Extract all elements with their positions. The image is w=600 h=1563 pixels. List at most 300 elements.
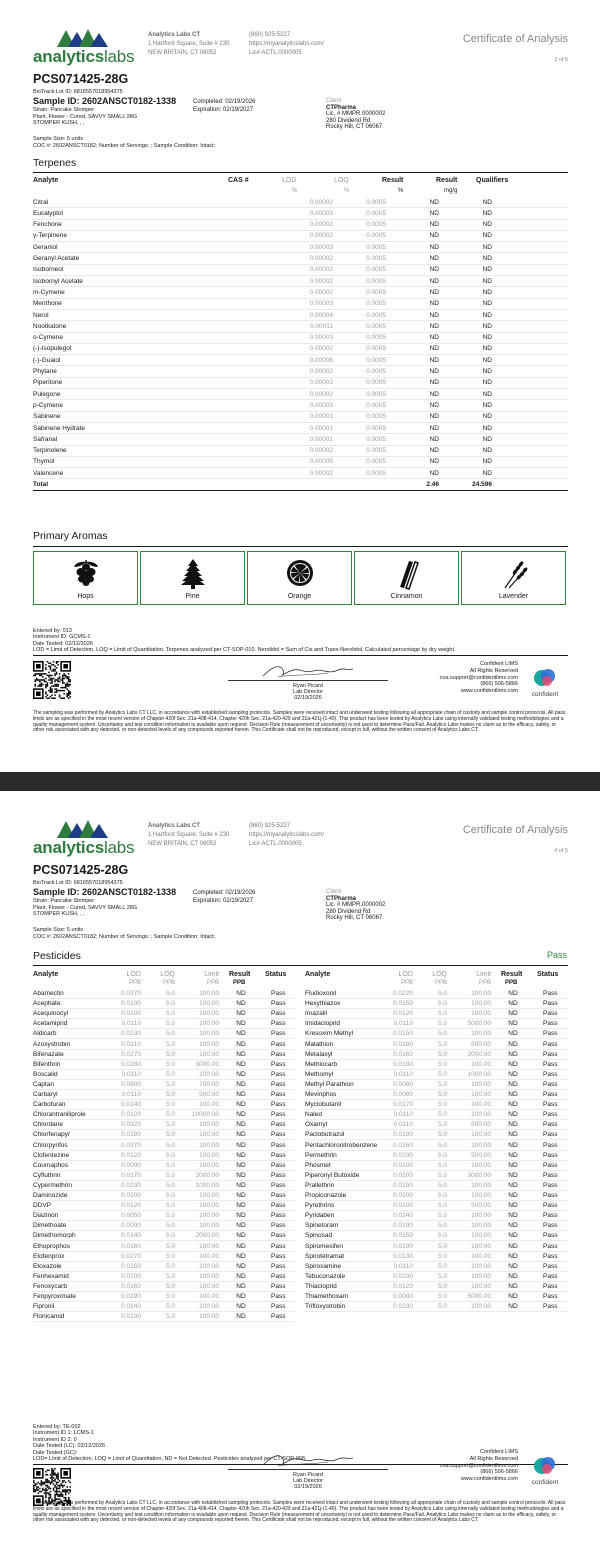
cell-analyte: Fludioxonil: [305, 990, 337, 997]
cell-analyte: Dimethoate: [33, 1222, 67, 1230]
table-row: [33, 1312, 295, 1322]
cell-loq: 5.0: [437, 1242, 447, 1250]
cell-result-pct: ND: [429, 322, 439, 330]
completed-date: Completed: 02/19/2026: [193, 890, 256, 896]
cell-result-mg: ND: [482, 379, 492, 387]
cell-result-mg: ND: [482, 345, 492, 353]
table-row: [33, 1171, 295, 1181]
cell-result-mg: ND: [482, 390, 492, 398]
cell-result: ND: [236, 1171, 246, 1179]
table-row: [33, 344, 568, 355]
cell-limit: 3000.00: [195, 1060, 219, 1068]
cell-analyte: Fenpyroximate: [33, 1293, 76, 1300]
lab-website[interactable]: https://myanalyticslabs.com/: [249, 832, 325, 838]
cell-result: ND: [508, 1232, 518, 1240]
cell-limit: 100.00: [199, 1131, 219, 1139]
cell-limit: 100.00: [199, 1020, 219, 1028]
lims-name: Confident LIMS: [480, 1449, 518, 1455]
cell-analyte: Permethrin: [305, 1151, 337, 1159]
page-separator: [0, 772, 600, 791]
disclaimer: The sampling was performed by Analytics Labs CT LLC, in accordance with established sampling protocols. Samples were received intact and underwent testing following all appropriate chain of custody and sample control protocols. All pass limits are as specified in the most recent version of Chapter 420f Sec. 21a-408-414, Chapter 420h Sec. 21a-420-429 and 21a-421j-(1-40). This product has been tested by Analytics Labs using internally validated testing methodologies and a quality management system. Uncertainty and test condition information is available upon request. Decision Rule (measurement of uncertainty) is not used to determine Pass/Fail. Analytics Labs makes no claim as to the efficacy, safety, or other risk associated with any detected, or non-detected levels of any compounds reported herein. This Certificate shall not be reproduced, except in full, without the written consent of Analytics Labs CT.: [33, 1500, 566, 1524]
cell-limit: 100.00: [199, 1040, 219, 1048]
table-row: [33, 1262, 295, 1272]
cell-status: Pass: [543, 1171, 558, 1179]
cell-analyte: Methyl Parathion: [305, 1080, 354, 1088]
table-row: [305, 1181, 568, 1191]
table-row: [33, 276, 568, 287]
cell-result-mg: ND: [482, 243, 492, 251]
client-name: CTPharma: [326, 895, 357, 902]
cell-result-mg: ND: [482, 447, 492, 455]
cell-status: Pass: [543, 1242, 558, 1250]
table-row: [33, 1060, 295, 1070]
cell-result-mg: ND: [482, 311, 492, 319]
cell-loq: 5.0: [165, 990, 175, 997]
cell-result: ND: [236, 1222, 246, 1230]
cell-result: ND: [508, 1020, 518, 1028]
cell-limit: 5000.00: [467, 1293, 491, 1300]
cell-result: ND: [508, 1141, 518, 1149]
col-status: Status: [537, 971, 559, 978]
cell-analyte: Coumaphos: [33, 1161, 69, 1169]
cell-result: ND: [236, 1181, 246, 1189]
cell-analyte: Pentachloronitrobenzene: [305, 1141, 378, 1149]
lims-name: Confident LIMS: [480, 661, 518, 667]
cell-loq: 0.0005: [366, 266, 386, 274]
lab-phone: (860) 925-5227: [249, 32, 291, 38]
lab-website[interactable]: https://myanalyticslabs.com/: [249, 41, 325, 47]
cell-loq: 0.0005: [366, 300, 386, 308]
cell-analyte: Clofentezine: [33, 1151, 70, 1159]
cell-result: ND: [236, 1010, 246, 1018]
table-row: [305, 1272, 568, 1282]
cell-lod: 0.0900: [121, 1080, 141, 1088]
cell-status: Pass: [271, 1131, 286, 1139]
table-row: [33, 1009, 295, 1019]
table-row: [305, 1019, 568, 1029]
cell-loq: 5.0: [437, 1171, 447, 1179]
cell-result-pct: ND: [429, 390, 439, 398]
aroma-card-orange: [247, 551, 352, 605]
cell-loq: 0.0005: [366, 288, 386, 296]
cell-loq: 5.0: [165, 1151, 175, 1159]
cell-status: Pass: [271, 1050, 286, 1058]
cell-analyte: Geraniol: [33, 243, 58, 251]
cell-analyte: Chlorfenapyr: [33, 1131, 71, 1139]
cell-analyte: Pulegone: [33, 390, 61, 398]
cell-analyte: o-Cymene: [33, 334, 63, 342]
table-row: [33, 1282, 295, 1292]
cell-loq: 5.0: [165, 1091, 175, 1098]
cell-status: Pass: [543, 1202, 558, 1210]
cell-limit: 100.00: [471, 1141, 491, 1149]
cell-analyte: p-Cymene: [33, 401, 63, 409]
cell-analyte: Sabinene: [33, 413, 61, 421]
cell-result: ND: [236, 1303, 246, 1311]
table-row: [33, 355, 568, 366]
table-row: [33, 434, 568, 445]
cell-result-pct: ND: [429, 356, 439, 364]
cell-analyte: Dimethomorph: [33, 1232, 76, 1240]
cell-analyte: Carbaryl: [33, 1091, 58, 1098]
cell-limit: 100.00: [471, 1252, 491, 1260]
cell-result: ND: [508, 1010, 518, 1018]
signatory-name: Ryan Picard: [293, 1472, 323, 1478]
cell-status: Pass: [271, 1252, 286, 1260]
cell-status: Pass: [543, 1060, 558, 1068]
cell-analyte: Bifenthrin: [33, 1060, 61, 1068]
cell-loq: 0.0005: [366, 469, 386, 477]
cell-lod: 0.0290: [121, 1293, 141, 1300]
cell-analyte: m-Cymene: [33, 288, 65, 296]
unit-result: PPB: [505, 980, 518, 986]
cell-limit: 100.00: [199, 1242, 219, 1250]
table-row: [305, 1141, 568, 1151]
note-line: Instrument ID: GCMS-1: [33, 634, 91, 641]
cell-loq: 5.0: [437, 1272, 447, 1280]
strain: Strain: Pancake Stomper: [33, 898, 95, 904]
cell-status: Pass: [271, 1181, 286, 1189]
cell-lod: 0.00002: [309, 198, 333, 206]
cell-result-mg: ND: [482, 300, 492, 308]
sample-size-coc: [33, 136, 215, 149]
qr-code[interactable]: [33, 661, 71, 699]
table-row: [305, 1201, 568, 1211]
cell-result: ND: [236, 990, 246, 997]
unit-loq: PPB: [434, 980, 447, 986]
cell-loq: 5.0: [165, 1232, 175, 1240]
table-row: [33, 1242, 295, 1252]
lab-contact: [249, 822, 324, 849]
cell-result-mg: ND: [482, 356, 492, 364]
unit-limit: PPB: [478, 980, 491, 986]
cell-loq: 5.0: [437, 1060, 447, 1068]
note-line: Date Tested (LC): 02/12/2026: [33, 1443, 106, 1450]
cell-lod: 0.0250: [121, 1262, 141, 1270]
col-result: Result: [229, 971, 251, 978]
lims-email[interactable]: coa.support@confidentlims.com: [439, 674, 518, 681]
col-status: Status: [265, 971, 287, 978]
cell-lod: 0.0120: [121, 1111, 141, 1119]
page-number: 4 of 5: [554, 848, 568, 854]
unit-loq: %: [344, 188, 350, 194]
table-row: [33, 310, 568, 321]
cell-analyte: Naled: [305, 1111, 322, 1119]
cell-result-pct: ND: [429, 300, 439, 308]
aroma-card-hops: [33, 551, 138, 605]
cell-analyte: Imidacloprid: [305, 1020, 341, 1028]
sample-info: [33, 72, 568, 150]
cell-lod: 0.0110: [121, 1020, 141, 1028]
cell-limit: 700.00: [199, 1080, 219, 1088]
terpenes-title: Terpenes: [33, 157, 77, 169]
cell-limit: 100.00: [471, 1091, 491, 1098]
cell-limit: 100.00: [199, 1313, 219, 1321]
cell-loq: 5.0: [437, 1080, 447, 1088]
cell-result: ND: [508, 1050, 518, 1058]
cell-result: ND: [236, 1020, 246, 1028]
signature-icon: [258, 1451, 358, 1469]
note-line: Entered by: TE-002: [33, 1424, 81, 1430]
cell-lod: 0.0280: [121, 1131, 141, 1139]
table-row: [305, 1262, 568, 1272]
cell-result: ND: [236, 1192, 246, 1199]
cell-status: Pass: [271, 1121, 286, 1129]
sample-info: [33, 863, 568, 941]
cell-result: ND: [508, 1293, 518, 1300]
cell-analyte: Nerol: [33, 311, 49, 319]
unit-result: PPB: [233, 980, 246, 986]
cell-loq: 5.0: [165, 1171, 175, 1179]
cell-analyte: Captan: [33, 1080, 54, 1088]
table-row: [305, 989, 568, 999]
cell-analyte: Etofenprox: [33, 1252, 65, 1260]
cell-limit: 100.00: [471, 1272, 491, 1280]
cell-limit: 2000.00: [195, 1171, 219, 1179]
client-license: Lic. # MMPR.0000002: [326, 902, 386, 909]
table-row: [305, 1050, 568, 1060]
cell-status: Pass: [271, 1202, 286, 1210]
cell-status: Pass: [543, 1262, 558, 1270]
cell-analyte: Ethoprophos: [33, 1242, 70, 1250]
cell-limit: 1000.00: [195, 1181, 219, 1189]
cell-lod: 0.0270: [121, 990, 141, 997]
cell-status: Pass: [543, 1192, 558, 1199]
table-row: [33, 321, 568, 332]
cell-lod: 0.0050: [121, 1212, 141, 1220]
cell-result: ND: [236, 1050, 246, 1058]
cell-loq: 5.0: [165, 1121, 175, 1129]
table-row: [33, 367, 568, 378]
table-row: [305, 1090, 568, 1100]
cell-result: ND: [236, 1202, 246, 1210]
note-line: LOD = Limit of Detection, LOQ = Limit of Quantitation. Terpenes analyzed per CT-SOP-010. Nerolidol = Sum of Cis and Trans-Nerolidol. Calculated percentage by dry weight.: [33, 647, 456, 654]
expiration-date: Expiration: 02/19/2027: [193, 898, 254, 904]
cell-analyte: (-)-Isopulegol: [33, 345, 72, 353]
cell-status: Pass: [271, 1212, 286, 1220]
cell-result-pct: ND: [429, 243, 439, 251]
coa-page-3: [0, 0, 600, 772]
cell-loq: 5.0: [437, 1070, 447, 1078]
cell-analyte: Propiconazole: [305, 1192, 347, 1199]
qr-code-icon: [33, 661, 71, 699]
cell-limit: 100.00: [199, 1141, 219, 1149]
cell-loq: 5.0: [437, 1192, 447, 1199]
signatory-name: Ryan Picard: [293, 683, 323, 689]
cell-loq: 5.0: [165, 1080, 175, 1088]
cell-result: ND: [508, 1252, 518, 1260]
cell-lod: 0.00003: [309, 243, 333, 251]
cell-lod: 0.0080: [393, 1293, 413, 1300]
cell-total-label: Total: [33, 481, 49, 488]
table-row: [33, 457, 568, 468]
cell-status: Pass: [543, 1232, 558, 1240]
cell-loq: 5.0: [437, 1222, 447, 1230]
cell-loq: 5.0: [165, 1252, 175, 1260]
cell-result: ND: [236, 1212, 246, 1220]
cell-status: Pass: [543, 1050, 558, 1058]
cell-lod: 0.00001: [309, 424, 333, 432]
mountains-logo-icon: [57, 27, 109, 47]
cell-result: ND: [508, 1111, 518, 1119]
cell-lod: 0.0140: [121, 1303, 141, 1311]
cell-status: Pass: [543, 1303, 558, 1311]
cell-analyte: Myclobutanil: [305, 1101, 342, 1109]
col-cas: CAS #: [228, 177, 249, 184]
col-loq: LOQ: [432, 971, 447, 978]
report-header: [33, 27, 568, 69]
cell-status: Pass: [271, 1192, 286, 1199]
table-row: [33, 1130, 295, 1140]
cell-analyte: Terpinolene: [33, 447, 67, 455]
cell-status: Pass: [543, 1000, 558, 1008]
cell-lod: 0.0140: [121, 1101, 141, 1109]
cell-limit: 100.00: [199, 1151, 219, 1159]
cell-status: Pass: [271, 1080, 286, 1088]
col-lod: LOD: [398, 971, 413, 978]
table-row: [33, 1019, 295, 1029]
cell-status: Pass: [271, 1111, 286, 1119]
cell-analyte: Spinetoram: [305, 1222, 339, 1230]
cell-lod: 0.0180: [393, 1060, 413, 1068]
cell-loq: 5.0: [165, 1111, 175, 1119]
cell-status: Pass: [271, 1313, 286, 1321]
table-row: [305, 999, 568, 1009]
cell-result-mg: ND: [482, 435, 492, 443]
cell-lod: 0.0130: [393, 1252, 413, 1260]
cell-lod: 0.0190: [393, 1222, 413, 1230]
table-row: [33, 1201, 295, 1211]
cell-status: Pass: [271, 1000, 286, 1008]
cell-lod: 0.00003: [309, 334, 333, 342]
cell-loq: 5.0: [165, 1000, 175, 1008]
cell-result: ND: [508, 1272, 518, 1280]
cell-result-mg: ND: [482, 413, 492, 421]
lims-website[interactable]: www.confidentlims.com: [460, 1476, 518, 1483]
col-limit: Limit: [204, 971, 219, 978]
cell-lod: 0.00002: [309, 221, 333, 229]
cell-result: ND: [236, 1131, 246, 1139]
cell-loq: 5.0: [165, 1192, 175, 1199]
cell-lod: 0.0080: [393, 1080, 413, 1088]
table-row: [33, 1221, 295, 1231]
cell-status: Pass: [543, 1161, 558, 1169]
cell-lod: 0.0270: [121, 1141, 141, 1149]
cell-loq: 5.0: [165, 1070, 175, 1078]
table-row: [305, 1161, 568, 1171]
cell-limit: 100.00: [471, 990, 491, 997]
biotrack-lot: BioTrack Lot ID: 6816557018954375: [33, 89, 123, 95]
cell-analyte: Eucalyptol: [33, 209, 63, 217]
table-row: [33, 412, 568, 423]
table-row: [33, 287, 568, 298]
cell-analyte: Safranal: [33, 435, 58, 443]
cell-result-pct: ND: [429, 413, 439, 421]
sample-size: Sample Size: 5 units: [33, 927, 84, 933]
lims-info: [440, 661, 518, 695]
col-result-pct: Result: [382, 177, 404, 184]
cell-limit: 2000.00: [195, 1232, 219, 1240]
cell-limit: 100.00: [471, 1282, 491, 1290]
cell-lod: 0.0240: [393, 1212, 413, 1220]
cell-analyte: Paclobutrazol: [305, 1131, 345, 1139]
cell-status: Pass: [271, 1091, 286, 1098]
signatory-title: Lab Director: [293, 1478, 323, 1484]
cell-result: ND: [508, 1030, 518, 1038]
table-row: [33, 1231, 295, 1241]
table-row: [33, 1302, 295, 1312]
table-row: [305, 1221, 568, 1231]
cell-result-pct: ND: [429, 368, 439, 375]
cell-result-pct: ND: [429, 379, 439, 387]
cell-result: ND: [508, 1171, 518, 1179]
cell-loq: 0.0005: [366, 379, 386, 387]
unit-lod: PPB: [128, 980, 141, 986]
table-row: [305, 1191, 568, 1201]
cell-status: Pass: [543, 1121, 558, 1129]
cell-result: ND: [236, 1141, 246, 1149]
cell-result: ND: [508, 1212, 518, 1220]
aroma-card-lavender: [461, 551, 566, 605]
cell-result: ND: [508, 1262, 518, 1270]
cell-limit: 5000.00: [467, 1020, 491, 1028]
cell-status: Pass: [271, 1171, 286, 1179]
cell-status: Pass: [543, 1111, 558, 1119]
sample-dates: [193, 889, 255, 905]
cell-loq: 5.0: [165, 1161, 175, 1169]
note-line: Instrument ID 1: LCMS-1: [33, 1430, 94, 1437]
cell-status: Pass: [271, 1020, 286, 1028]
cell-status: Pass: [271, 1101, 286, 1109]
cell-analyte: Acetamiprid: [33, 1020, 68, 1028]
cell-lod: 0.0230: [393, 1151, 413, 1159]
table-row: [305, 1242, 568, 1252]
cell-analyte: Chlorantraniliprole: [33, 1111, 86, 1119]
cell-loq: 0.0005: [366, 413, 386, 421]
cell-limit: 3000.00: [467, 1171, 491, 1179]
cell-limit: 100.00: [199, 1262, 219, 1270]
lims-email[interactable]: coa.support@confidentlims.com: [439, 1462, 518, 1469]
product-type: Plant, Flower - Cured, SAVVY SMALL 28G: [33, 904, 138, 911]
cell-result-pct: ND: [429, 255, 439, 262]
cell-limit: 100.00: [199, 1161, 219, 1169]
cell-result-pct: ND: [429, 334, 439, 342]
cell-limit: 100.00: [471, 1060, 491, 1068]
cell-analyte: Thiamethoxam: [305, 1293, 348, 1300]
lims-website[interactable]: www.confidentlims.com: [460, 688, 518, 695]
mountains-logo-icon: [57, 818, 109, 838]
cell-analyte: Cyfluthrin: [33, 1171, 61, 1179]
cell-result-pct: ND: [429, 458, 439, 466]
cell-analyte: Spirotetramat: [305, 1252, 345, 1260]
cell-lod: 0.0230: [393, 1303, 413, 1311]
cell-result: ND: [508, 1222, 518, 1230]
cell-analyte: Bifenazate: [33, 1050, 64, 1058]
lavender-icon: [499, 558, 531, 590]
cell-loq: 0.0005: [366, 401, 386, 409]
cell-status: Pass: [543, 990, 558, 997]
cell-lod: 0.0160: [121, 1282, 141, 1290]
cell-loq: 5.0: [165, 1222, 175, 1230]
table-row: [305, 1302, 568, 1312]
cell-loq: 5.0: [165, 1212, 175, 1220]
col-analyte: Analyte: [33, 971, 59, 978]
cell-loq: 0.0005: [366, 322, 386, 330]
cell-limit: 100.00: [199, 1252, 219, 1260]
cell-loq: 5.0: [437, 1212, 447, 1220]
cell-lod: 0.00011: [309, 322, 333, 330]
lims-phone: (866) 506-5866: [480, 1469, 518, 1476]
